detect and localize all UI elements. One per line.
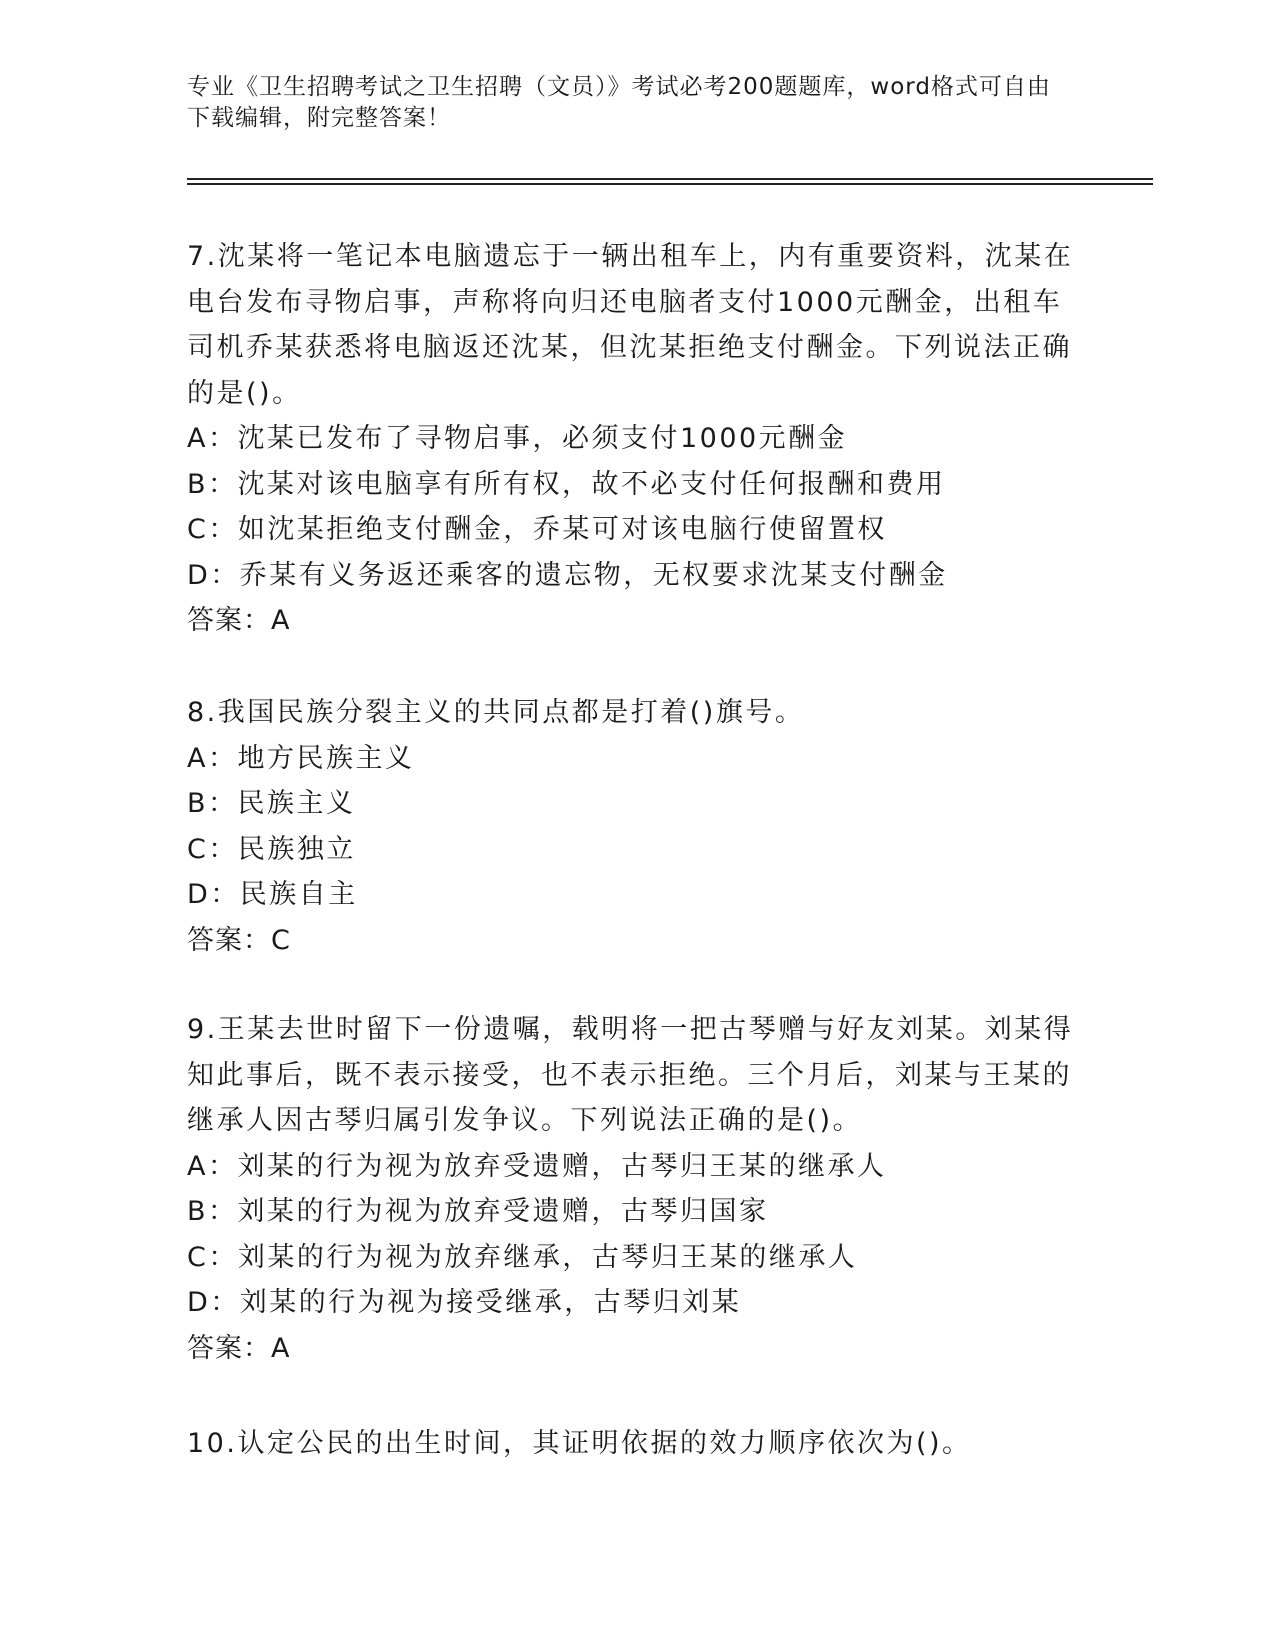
option-a: A：地方民族主义 bbox=[187, 742, 415, 774]
header-divider-top bbox=[187, 178, 1153, 180]
option-d: D：乔某有义务返还乘客的遗忘物，无权要求沈某支付酬金 bbox=[187, 559, 948, 591]
option-b: B：沈某对该电脑享有所有权，故不必支付任何报酬和费用 bbox=[187, 468, 946, 500]
question-stem: 9.王某去世时留下一份遗嘱，载明将一把古琴赠与好友刘某。刘某得知此事后，既不表示接受，也不表示拒绝。三个月后，刘某与王某的继承人因古琴归属引发争议。下列说法正确的是()。 bbox=[187, 1014, 1074, 1136]
option-d: D：刘某的行为视为接受继承，古琴归刘某 bbox=[187, 1287, 742, 1318]
question-8 bbox=[187, 690, 1087, 963]
option-b: B：刘某的行为视为放弃受遗赠，古琴归国家 bbox=[187, 1196, 769, 1227]
question-stem: 10.认定公民的出生时间，其证明依据的效力顺序依次为()。 bbox=[187, 1428, 972, 1459]
question-9 bbox=[187, 1007, 1087, 1371]
option-a: A：刘某的行为视为放弃受遗赠，古琴归王某的继承人 bbox=[187, 1150, 887, 1182]
document-header: 专业《卫生招聘考试之卫生招聘（文员）》考试必考200题题库，word格式可自由下载编辑，附完整答案！ bbox=[187, 74, 1051, 131]
header-divider-bottom bbox=[187, 183, 1153, 185]
option-c: C：民族独立 bbox=[187, 833, 356, 865]
answer-line: 答案：A bbox=[187, 605, 291, 636]
question-7 bbox=[187, 234, 1087, 644]
question-stem: 7.沈某将一笔记本电脑遗忘于一辆出租车上，内有重要资料，沈某在电台发布寻物启事，声称将向归还电脑者支付1000元酬金，出租车司机乔某获悉将电脑返还沈某，但沈某拒绝支付酬金。下列说法正确的是()。 bbox=[187, 241, 1074, 409]
option-b: B：民族主义 bbox=[187, 788, 356, 819]
option-d: D：民族自主 bbox=[187, 879, 358, 910]
answer-line: 答案：C bbox=[187, 924, 291, 956]
option-c: C：如沈某拒绝支付酬金，乔某可对该电脑行使留置权 bbox=[187, 514, 887, 545]
question-stem: 8.我国民族分裂主义的共同点都是打着()旗号。 bbox=[187, 697, 805, 728]
question-10 bbox=[187, 1421, 1087, 1467]
option-c: C：刘某的行为视为放弃继承，古琴归王某的继承人 bbox=[187, 1241, 858, 1273]
option-a: A：沈某已发布了寻物启事，必须支付1000元酬金 bbox=[187, 423, 848, 454]
answer-line: 答案：A bbox=[187, 1332, 291, 1364]
